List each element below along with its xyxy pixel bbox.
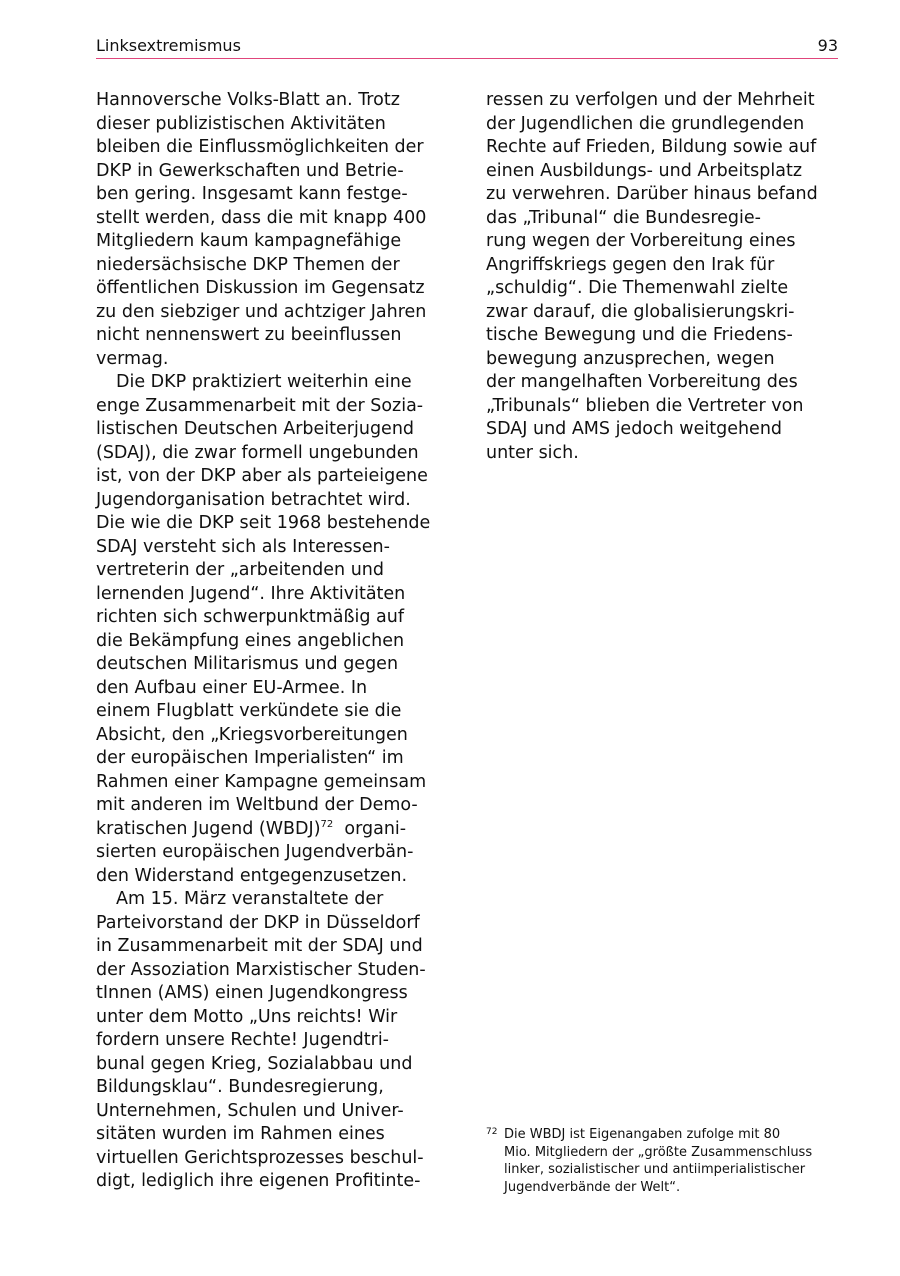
text-line-content: ist, von der DKP aber als parteieigene <box>96 466 428 486</box>
text-line-content: mit anderen im Weltbund der Demo- <box>96 795 418 815</box>
text-line-content: den Widerstand entgegenzusetzen. <box>96 865 408 886</box>
text-line <box>96 818 456 842</box>
text-line-content: Die DKP praktiziert weiterhin eine <box>116 372 412 392</box>
text-line-content: ben gering. Insgesamt kann festge- <box>96 184 408 204</box>
footnote-reference: 72 <box>320 818 334 830</box>
text-line <box>96 1006 456 1030</box>
text-line-content: bewegung anzusprechen, wegen <box>486 348 775 369</box>
text-line <box>96 959 456 983</box>
text-line-content: in Zusammenarbeit mit der SDAJ und <box>96 936 423 956</box>
text-line <box>486 348 848 372</box>
text-line-content: DKP in Gewerkschaften und Betrie- <box>96 160 404 181</box>
text-line-content: Angriffskriegs gegen den Irak für <box>486 254 775 275</box>
text-line <box>96 207 456 231</box>
text-line <box>96 348 456 372</box>
footnote-line: Die WBDJ ist Eigenangaben zufolge mit 80 <box>504 1127 781 1142</box>
text-line <box>96 418 456 442</box>
text-line-content: richten sich schwerpunktmäßig auf <box>96 607 405 627</box>
text-line <box>96 653 456 677</box>
running-header <box>96 36 838 59</box>
text-line <box>96 136 456 160</box>
text-line <box>486 183 848 207</box>
text-line-content: unter dem Motto „Uns reichts! Wir <box>96 1006 398 1027</box>
text-line-content: Die wie die DKP seit 1968 bestehende <box>96 513 431 533</box>
text-line <box>96 442 456 466</box>
text-line-content: einem Flugblatt verkündete sie die <box>96 701 402 721</box>
text-line-content: bunal gegen Krieg, Sozialabbau und <box>96 1053 413 1074</box>
text-line <box>96 230 456 254</box>
footnote <box>486 1126 846 1196</box>
text-line <box>96 1123 456 1147</box>
footnote-line: linker, sozialistischer und antiimperialistischer <box>504 1162 806 1177</box>
text-line-content: öffentlichen Diskussion im Gegensatz <box>96 278 425 298</box>
text-line <box>96 183 456 207</box>
text-line <box>96 559 456 583</box>
text-line-content: Mitgliedern kaum kampagnefähige <box>96 231 402 251</box>
text-line <box>96 865 456 889</box>
text-line-content: deutschen Militarismus und gegen <box>96 654 399 674</box>
footnote-marker: 72 <box>486 1127 498 1137</box>
right-text-column <box>486 89 848 465</box>
text-line-content: die Bekämpfung eines angeblichen <box>96 630 405 651</box>
text-line <box>96 1170 456 1194</box>
text-line <box>486 207 848 231</box>
text-line <box>486 442 848 466</box>
text-line-content: den Aufbau einer EU-Armee. In <box>96 677 368 698</box>
text-line-content: zu den siebziger und achtziger Jahren <box>96 301 427 322</box>
text-line-content: der Jugendlichen die grundlegenden <box>486 113 805 134</box>
text-line-content: einen Ausbildungs- und Arbeitsplatz <box>486 160 803 181</box>
text-line-content: „schuldig“. Die Themenwahl zielte <box>486 278 789 298</box>
text-line <box>96 982 456 1006</box>
text-line <box>96 1029 456 1053</box>
text-line-content: sitäten wurden im Rahmen eines <box>96 1124 385 1144</box>
text-line-content: fordern unsere Rechte! Jugendtri- <box>96 1030 389 1050</box>
text-line-content: Jugendorganisation betrachtet wird. <box>96 489 411 510</box>
text-line-content: lernenden Jugend“. Ihre Aktivitäten <box>96 583 406 604</box>
footnote-line: Jugendverbände der Welt“. <box>504 1179 681 1195</box>
text-line-content: (SDAJ), die zwar formell ungebunden <box>96 442 419 463</box>
text-line-content: „Tribunals“ blieben die Vertreter von <box>486 395 804 416</box>
text-line <box>96 841 456 865</box>
section-title: Linksextremismus <box>96 36 241 55</box>
text-line <box>486 254 848 278</box>
text-line-content: SDAJ versteht sich als Interessen- <box>96 536 390 557</box>
text-line <box>96 583 456 607</box>
text-line-content: Am 15. März veranstaltete der <box>116 889 384 909</box>
text-line-content: der mangelhaften Vorbereitung des <box>486 372 798 392</box>
text-line-content: vertreterin der „arbeitenden und <box>96 560 384 580</box>
text-line <box>486 418 848 442</box>
text-line-content: tInnen (AMS) einen Jugendkongress <box>96 983 408 1003</box>
text-line <box>486 324 848 348</box>
text-line <box>96 677 456 701</box>
text-line-content: kratischen Jugend (WBDJ) <box>96 818 321 839</box>
text-line-content: vermag. <box>96 348 169 369</box>
text-line-content: der europäischen Imperialisten“ im <box>96 748 404 768</box>
text-line-content: der Assoziation Marxistischer Studen- <box>96 959 426 980</box>
text-line <box>486 89 848 113</box>
text-line <box>96 1053 456 1077</box>
text-line-continuation: organi- <box>333 818 407 839</box>
text-line-content: sierten europäischen Jugendverbän- <box>96 842 414 862</box>
text-line <box>486 277 848 301</box>
text-line <box>486 371 848 395</box>
text-line-content: digt, lediglich ihre eigenen Profitinte- <box>96 1171 421 1191</box>
text-line <box>96 1076 456 1100</box>
text-line <box>96 794 456 818</box>
text-line-content: Absicht, den „Kriegsvorbereitungen <box>96 724 408 745</box>
footnote-line: Mio. Mitgliedern der „größte Zusammenschluss <box>504 1144 813 1160</box>
text-line-content: listischen Deutschen Arbeiterjugend <box>96 419 415 439</box>
text-line <box>486 113 848 137</box>
text-line-content: rung wegen der Vorbereitung eines <box>486 231 796 251</box>
page-number: 93 <box>817 36 838 55</box>
text-line-content: Parteivorstand der DKP in Düsseldorf <box>96 912 420 933</box>
text-line <box>96 747 456 771</box>
text-line-content: zwar darauf, die globalisierungskri- <box>486 301 795 322</box>
text-line-content: stellt werden, dass die mit knapp 400 <box>96 207 427 228</box>
text-line-content: niedersächsische DKP Themen der <box>96 254 400 275</box>
text-line <box>486 230 848 254</box>
text-line-content: Rahmen einer Kampagne gemeinsam <box>96 771 427 792</box>
text-line <box>486 160 848 184</box>
text-line-content: dieser publizistischen Aktivitäten <box>96 113 386 134</box>
text-line <box>96 771 456 795</box>
text-line <box>96 935 456 959</box>
text-line <box>96 465 456 489</box>
text-line-content: bleiben die Einflussmöglichkeiten der <box>96 137 424 157</box>
text-line <box>96 912 456 936</box>
text-line <box>96 630 456 654</box>
text-line <box>96 888 456 912</box>
text-line <box>96 724 456 748</box>
text-line <box>96 395 456 419</box>
text-line-content: ressen zu verfolgen und der Mehrheit <box>486 90 815 110</box>
text-line <box>486 395 848 419</box>
text-line-content: das „Tribunal“ die Bundesregie- <box>486 207 761 228</box>
text-line <box>96 89 456 113</box>
text-line-content: Rechte auf Frieden, Bildung sowie auf <box>486 137 817 157</box>
text-line <box>96 254 456 278</box>
text-line-content: tische Bewegung und die Friedens- <box>486 325 793 345</box>
text-line-content: nicht nennenswert zu beeinflussen <box>96 325 402 345</box>
text-line <box>96 1147 456 1171</box>
text-line <box>96 277 456 301</box>
text-line <box>96 700 456 724</box>
text-line <box>96 536 456 560</box>
text-line-content: Unternehmen, Schulen und Univer- <box>96 1100 404 1121</box>
text-line <box>486 301 848 325</box>
text-line <box>96 301 456 325</box>
text-line <box>96 1100 456 1124</box>
text-line <box>96 324 456 348</box>
text-line-content: SDAJ und AMS jedoch weitgehend <box>486 419 783 439</box>
text-line-content: Bildungsklau“. Bundesregierung, <box>96 1077 384 1097</box>
text-line <box>96 489 456 513</box>
text-line-content: zu verwehren. Darüber hinaus befand <box>486 184 818 204</box>
text-line-content: virtuellen Gerichtsprozesses beschul- <box>96 1147 424 1168</box>
text-line <box>96 160 456 184</box>
text-line <box>96 512 456 536</box>
text-line <box>96 606 456 630</box>
text-line <box>96 113 456 137</box>
text-line-content: Hannoversche Volks-Blatt an. Trotz <box>96 90 400 110</box>
left-text-column <box>96 89 456 1194</box>
text-line <box>96 371 456 395</box>
text-line <box>486 136 848 160</box>
text-line-content: enge Zusammenarbeit mit der Sozia- <box>96 395 424 416</box>
text-line-content: unter sich. <box>486 442 579 463</box>
